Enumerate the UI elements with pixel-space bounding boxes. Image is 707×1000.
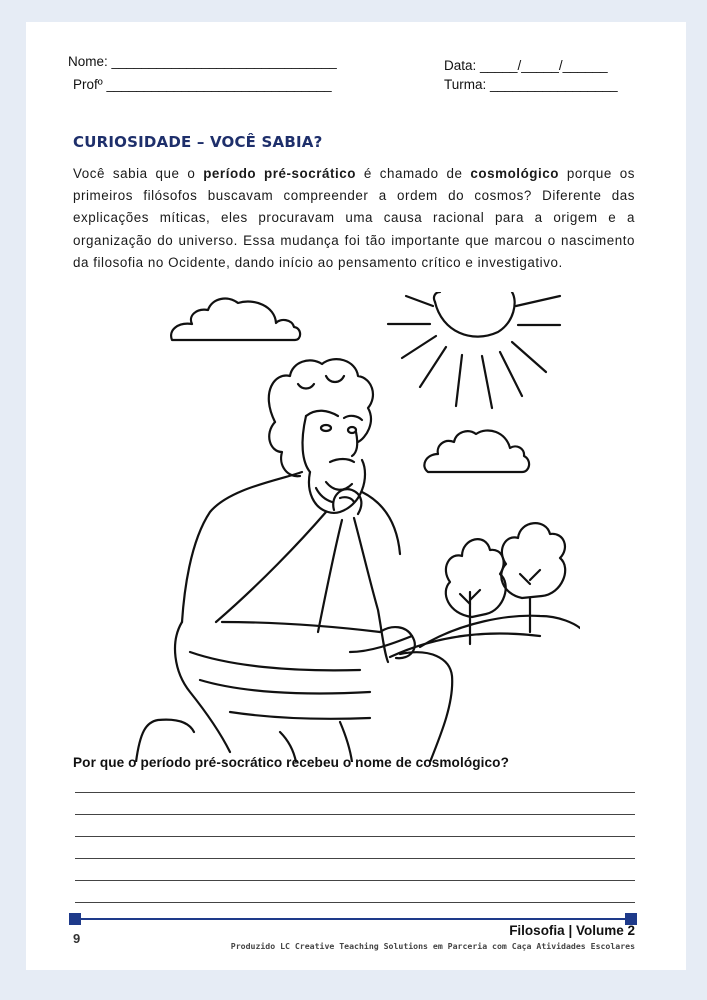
answer-line[interactable]	[75, 792, 635, 793]
answer-line[interactable]	[75, 836, 635, 837]
page-number: 9	[73, 931, 81, 946]
answer-line[interactable]	[75, 858, 635, 859]
teacher-field[interactable]: Profº ______________________________	[73, 77, 332, 92]
paragraph-text: é chamado de	[356, 166, 471, 181]
philosopher-figure	[136, 359, 452, 762]
series-title: Filosofia | Volume 2	[509, 923, 635, 938]
sun-icon	[388, 292, 560, 408]
date-field[interactable]: Data: _____/_____/______	[444, 58, 608, 73]
class-field[interactable]: Turma: _________________	[444, 77, 618, 92]
credit-text: Produzido LC Creative Teaching Solutions em Parceria com Caça Atividades Escolares	[230, 941, 635, 951]
name-field[interactable]: Nome: ______________________________	[68, 54, 337, 69]
tree-icon	[446, 539, 506, 644]
answer-line[interactable]	[75, 880, 635, 881]
highlight-cosmological: cosmológico	[470, 166, 560, 181]
philosopher-illustration	[130, 292, 580, 762]
answer-line[interactable]	[75, 902, 635, 903]
highlight-presocratic: período pré-socrático	[203, 166, 356, 181]
paragraph-text: Você sabia que o	[73, 166, 204, 181]
section-title: CURIOSIDADE – VOCÊ SABIA?	[73, 133, 323, 151]
hill	[420, 616, 580, 647]
footer-divider	[80, 918, 625, 920]
paragraph-text: porque os primeiros filósofos buscavam compreender a ordem do cosmos? Diferente das explicações míticas, eles procuravam uma causa racional para a origem e a organização do universo. Essa mudança foi tão importante que marcou o nascimento da filosofia no Ocidente, dando início ao pensamento crítico e investigativo.	[73, 166, 635, 270]
answer-line[interactable]	[75, 814, 635, 815]
question-text: Por que o período pré-socrático recebeu o nome de cosmológico?	[73, 755, 509, 770]
cloud-icon	[424, 430, 529, 472]
cloud-icon	[171, 299, 300, 340]
curiosity-paragraph	[73, 163, 635, 274]
